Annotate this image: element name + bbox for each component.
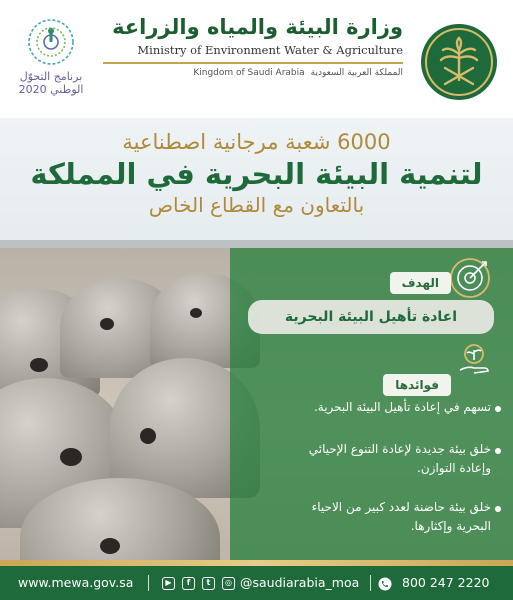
goal-text: اعادة تأهيل البيئة البحرية [248,300,494,334]
header [0,0,513,118]
footer [0,566,513,600]
title-line2: لتنمية البيئة البحرية في المملكة [30,157,483,191]
kingdom-english: Kingdom of Saudi Arabia [193,68,305,78]
gold-divider [103,62,403,64]
social-icons [162,566,238,600]
reef-ball-hole [140,428,156,444]
benefit-item-3: خلق بيئة حاضنة لعدد كبير من الاحياء البحرية وإكثارها. [311,500,491,533]
reef-ball-hole [60,448,82,466]
facebook-icon[interactable]: f [182,577,195,590]
hero-title [0,128,513,238]
bullet [495,406,501,412]
goal-label: الهدف [390,272,451,294]
title-line3: بالتعاون مع القطاع الخاص [148,193,365,217]
vision-line2: الوطني 2020 [18,83,84,96]
reef-ball-hole [30,358,48,372]
benefit-item-2: خلق بيئة جديدة لإعادة التنوع الإحيائي وإعادة التوازن. [308,442,491,475]
footer-divider [148,575,149,591]
benefit-item-1: تسهم في إعادة تأهيل البيئة البحرية. [313,400,491,414]
website-link[interactable]: www.mewa.gov.sa [18,575,134,590]
kingdom-line [103,68,403,78]
title-line1: 6000 شعبة مرجانية اصطناعية [122,130,391,154]
youtube-icon[interactable]: ▶ [162,577,175,590]
ministry-name-arabic: وزارة البيئة والمياه والزراعة [112,15,403,39]
target-icon [448,256,492,300]
twitter-icon[interactable]: t [202,577,215,590]
instagram-icon[interactable]: ◎ [222,577,235,590]
ministry-title-block [103,14,403,78]
vision-2020-icon [25,16,77,68]
ministry-name-english: Ministry of Environment Water & Agriculture [137,43,403,57]
vision-line1: برنامج التحوّل [19,70,83,83]
phone-icon [378,566,392,600]
vision-2020-logo [12,16,90,112]
reef-ball-hole [100,318,114,330]
ministry-emblem-icon [419,22,499,102]
info-panel [230,248,513,566]
footer-divider [370,575,371,591]
phone-number[interactable]: 800 247 2220 [402,575,490,590]
plant-hand-icon [454,340,494,380]
bullet [495,448,501,454]
benefits-label: فوائدها [383,374,451,396]
kingdom-arabic: المملكة العربية السعودية [310,68,403,78]
reef-ball-hole [100,538,120,554]
bullet [495,506,501,512]
social-handle[interactable]: @saudiarabia_moa [240,575,360,590]
hero-section [0,118,513,566]
reef-ball-hole [190,308,202,318]
